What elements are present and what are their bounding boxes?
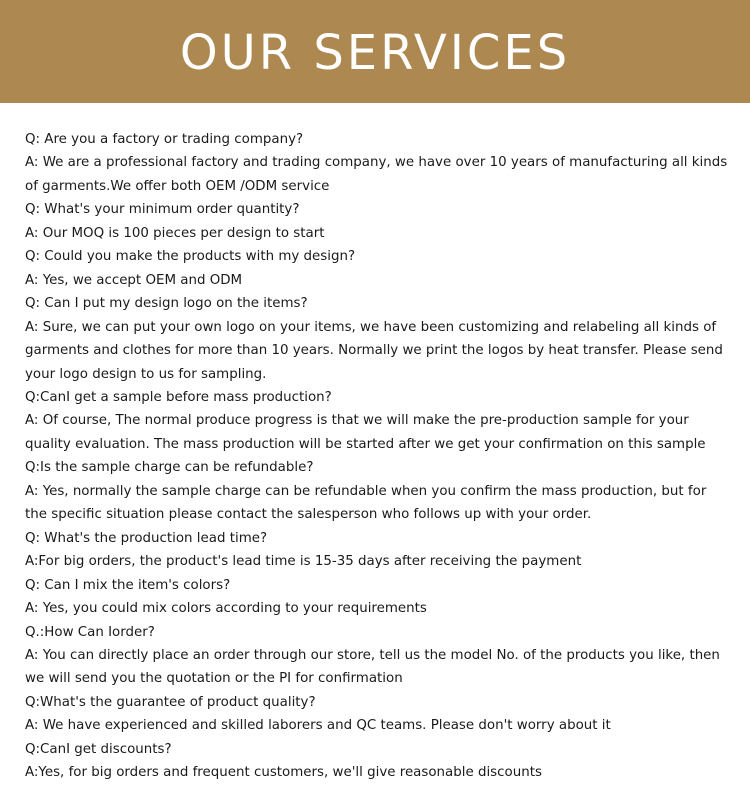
faq-answer: A:For big orders, the product's lead time is 15-35 days after receiving the payment bbox=[25, 554, 582, 570]
faq-list bbox=[0, 128, 750, 785]
faq-answer: A: You can directly place an order through our store, tell us the model No. of the products you like, then we will send you the quotation or the PI for confirmation bbox=[25, 647, 720, 687]
faq-question: Q: Can I mix the item's colors? bbox=[25, 577, 231, 593]
faq-question: Q: Can I put my design logo on the items? bbox=[25, 296, 308, 312]
faq-answer: A: Yes, we accept OEM and ODM bbox=[25, 272, 243, 288]
faq-answer: A: Of course, The normal produce progress is that we will make the pre-production sample for your quality evaluation. The mass production will be started after we get your confirmation on this sample bbox=[25, 413, 706, 452]
faq-question: Q: Could you make the products with my design? bbox=[25, 249, 356, 265]
services-banner bbox=[0, 0, 750, 103]
faq-question: Q:CanI get a sample before mass production? bbox=[25, 389, 332, 405]
faq-question: Q.:How Can Iorder? bbox=[25, 624, 155, 640]
faq-answer: A: We have experienced and skilled laborers and QC teams. Please don't worry about it bbox=[25, 718, 611, 734]
faq-answer: A:Yes, for big orders and frequent customers, we'll give reasonable discounts bbox=[25, 765, 542, 781]
banner-title: OUR SERVICES bbox=[179, 24, 571, 81]
faq-answer: A: Sure, we can put your own logo on your items, we have been customizing and relabeling all kinds of garments and clothes for more than 10 years. Normally we print the logos by heat transfer. Please send your logo design to us for sampling. bbox=[25, 319, 723, 382]
faq-question: Q:Is the sample charge can be refundable? bbox=[25, 460, 314, 476]
faq-answer: A: Yes, normally the sample charge can be refundable when you confirm the mass production, but for the specific situation please contact the salesperson who follows up with your order. bbox=[25, 483, 707, 523]
faq-answer: A: We are a professional factory and trading company, we have over 10 years of manufacturing all kinds of garments.We offer both OEM /ODM service bbox=[25, 155, 728, 194]
faq-question: Q: What's the production lead time? bbox=[25, 530, 268, 546]
faq-answer: A: Our MOQ is 100 pieces per design to start bbox=[25, 225, 325, 241]
faq-question: Q: Are you a factory or trading company? bbox=[25, 132, 304, 147]
faq-answer: A: Yes, you could mix colors according to your requirements bbox=[25, 601, 427, 617]
faq-question: Q:What's the guarantee of product quality? bbox=[25, 694, 316, 710]
faq-question: Q: What's your minimum order quantity? bbox=[25, 202, 300, 218]
faq-question: Q:CanI get discounts? bbox=[25, 741, 172, 757]
